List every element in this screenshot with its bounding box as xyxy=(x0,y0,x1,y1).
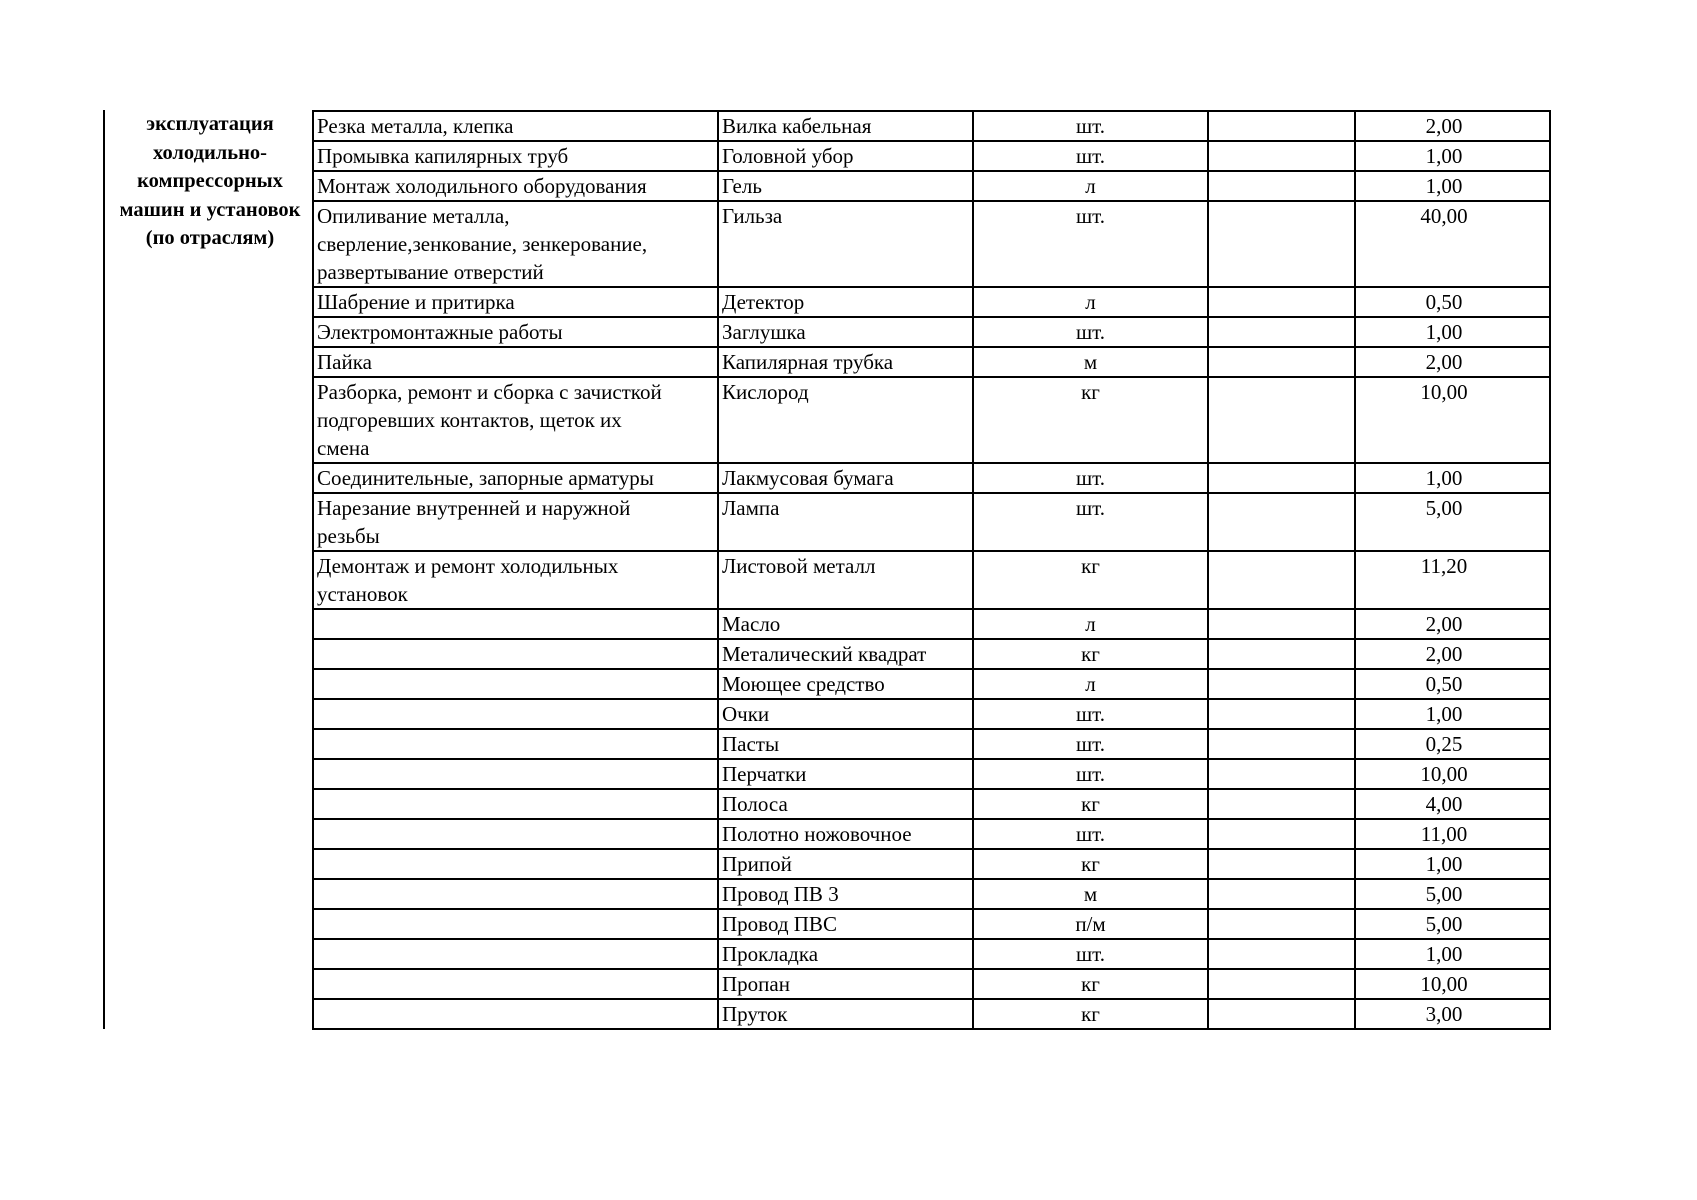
table-row xyxy=(313,879,1550,909)
material-cell: Головной убор xyxy=(718,141,973,171)
quantity-cell: 3,00 xyxy=(1355,999,1550,1029)
unit-cell: л xyxy=(973,609,1208,639)
table-row xyxy=(313,111,1550,141)
quantity-cell: 1,00 xyxy=(1355,939,1550,969)
quantity-cell: 0,50 xyxy=(1355,287,1550,317)
quantity-cell: 0,50 xyxy=(1355,669,1550,699)
table-row xyxy=(313,699,1550,729)
unit-cell: кг xyxy=(973,789,1208,819)
empty-cell xyxy=(1208,639,1355,669)
material-cell: Металический квадрат xyxy=(718,639,973,669)
quantity-cell: 1,00 xyxy=(1355,463,1550,493)
unit-cell: шт. xyxy=(973,111,1208,141)
unit-cell: шт. xyxy=(973,699,1208,729)
quantity-cell: 1,00 xyxy=(1355,849,1550,879)
material-cell: Кислород xyxy=(718,377,973,463)
table-row xyxy=(313,287,1550,317)
quantity-cell: 10,00 xyxy=(1355,969,1550,999)
material-cell: Листовой металл xyxy=(718,551,973,609)
work-type-cell xyxy=(313,999,718,1029)
profession-title-line: машин и установок xyxy=(119,198,301,221)
work-type-cell: Резка металла, клепка xyxy=(313,111,718,141)
empty-cell xyxy=(1208,759,1355,789)
quantity-cell: 1,00 xyxy=(1355,317,1550,347)
unit-cell: кг xyxy=(973,849,1208,879)
table-row xyxy=(313,909,1550,939)
work-type-cell xyxy=(313,939,718,969)
material-cell: Очки xyxy=(718,699,973,729)
table-row xyxy=(313,141,1550,171)
work-type-cell xyxy=(313,729,718,759)
unit-cell: м xyxy=(973,879,1208,909)
empty-cell xyxy=(1208,551,1355,609)
empty-cell xyxy=(1208,317,1355,347)
work-type-cell xyxy=(313,909,718,939)
empty-cell xyxy=(1208,669,1355,699)
table-row xyxy=(313,849,1550,879)
material-cell: Пасты xyxy=(718,729,973,759)
unit-cell: кг xyxy=(973,377,1208,463)
quantity-cell: 1,00 xyxy=(1355,699,1550,729)
quantity-cell: 2,00 xyxy=(1355,639,1550,669)
material-cell: Провод ПВ 3 xyxy=(718,879,973,909)
table-row xyxy=(313,317,1550,347)
table-row xyxy=(313,493,1550,551)
table-row xyxy=(313,969,1550,999)
unit-cell: м xyxy=(973,347,1208,377)
empty-cell xyxy=(1208,171,1355,201)
quantity-cell: 11,20 xyxy=(1355,551,1550,609)
material-cell: Провод ПВС xyxy=(718,909,973,939)
work-type-cell xyxy=(313,969,718,999)
empty-cell xyxy=(1208,201,1355,287)
empty-cell xyxy=(1208,789,1355,819)
material-cell: Пропан xyxy=(718,969,973,999)
unit-cell: шт. xyxy=(973,201,1208,287)
unit-cell: шт. xyxy=(973,819,1208,849)
work-type-cell xyxy=(313,669,718,699)
material-cell: Капилярная трубка xyxy=(718,347,973,377)
work-type-cell xyxy=(313,819,718,849)
unit-cell: шт. xyxy=(973,141,1208,171)
quantity-cell: 1,00 xyxy=(1355,141,1550,171)
unit-cell: шт. xyxy=(973,493,1208,551)
profession-title-line: холодильно- xyxy=(152,141,268,164)
work-type-cell: Опиливание металла, сверление,зенкование, зенкерование, развертывание отверстий xyxy=(313,201,718,287)
material-cell: Полоса xyxy=(718,789,973,819)
empty-cell xyxy=(1208,729,1355,759)
profession-title xyxy=(108,110,312,253)
unit-cell: кг xyxy=(973,639,1208,669)
material-cell: Детектор xyxy=(718,287,973,317)
quantity-cell: 2,00 xyxy=(1355,609,1550,639)
table-row xyxy=(313,347,1550,377)
unit-cell: л xyxy=(973,287,1208,317)
table-row xyxy=(313,729,1550,759)
work-type-cell: Монтаж холодильного оборудования xyxy=(313,171,718,201)
materials-table-body xyxy=(313,111,1550,1029)
work-type-cell xyxy=(313,639,718,669)
quantity-cell: 5,00 xyxy=(1355,493,1550,551)
material-cell: Гель xyxy=(718,171,973,201)
unit-cell: шт. xyxy=(973,463,1208,493)
quantity-cell: 10,00 xyxy=(1355,377,1550,463)
material-cell: Припой xyxy=(718,849,973,879)
work-type-cell: Разборка, ремонт и сборка с зачисткой подгоревших контактов, щеток их смена xyxy=(313,377,718,463)
material-cell: Полотно ножовочное xyxy=(718,819,973,849)
profession-title-line: (по отраслям) xyxy=(145,227,275,249)
table-row xyxy=(313,377,1550,463)
empty-cell xyxy=(1208,819,1355,849)
table-row xyxy=(313,551,1550,609)
quantity-cell: 10,00 xyxy=(1355,759,1550,789)
material-cell: Лампа xyxy=(718,493,973,551)
quantity-cell: 4,00 xyxy=(1355,789,1550,819)
table-row xyxy=(313,939,1550,969)
empty-cell xyxy=(1208,347,1355,377)
material-cell: Моющее средство xyxy=(718,669,973,699)
unit-cell: кг xyxy=(973,999,1208,1029)
work-type-cell: Нарезание внутренней и наружной резьбы xyxy=(313,493,718,551)
unit-cell: шт. xyxy=(973,317,1208,347)
quantity-cell: 0,25 xyxy=(1355,729,1550,759)
work-type-cell: Промывка капилярных труб xyxy=(313,141,718,171)
empty-cell xyxy=(1208,111,1355,141)
work-type-cell xyxy=(313,609,718,639)
unit-cell: кг xyxy=(973,551,1208,609)
empty-cell xyxy=(1208,849,1355,879)
table-row xyxy=(313,609,1550,639)
quantity-cell: 5,00 xyxy=(1355,909,1550,939)
material-cell: Прокладка xyxy=(718,939,973,969)
table-row xyxy=(313,639,1550,669)
work-type-cell xyxy=(313,759,718,789)
quantity-cell: 2,00 xyxy=(1355,347,1550,377)
work-type-cell xyxy=(313,789,718,819)
material-cell: Перчатки xyxy=(718,759,973,789)
empty-cell xyxy=(1208,141,1355,171)
table-row xyxy=(313,463,1550,493)
unit-cell: л xyxy=(973,669,1208,699)
table-row xyxy=(313,669,1550,699)
quantity-cell: 5,00 xyxy=(1355,879,1550,909)
unit-cell: п/м xyxy=(973,909,1208,939)
table-row xyxy=(313,789,1550,819)
empty-cell xyxy=(1208,493,1355,551)
table-row xyxy=(313,759,1550,789)
unit-cell: шт. xyxy=(973,939,1208,969)
table-row xyxy=(313,201,1550,287)
work-type-cell: Демонтаж и ремонт холодильных установок xyxy=(313,551,718,609)
empty-cell xyxy=(1208,909,1355,939)
profession-title-line: компрессорных xyxy=(137,170,283,192)
work-type-cell: Шабрение и притирка xyxy=(313,287,718,317)
empty-cell xyxy=(1208,969,1355,999)
material-cell: Масло xyxy=(718,609,973,639)
table-row xyxy=(313,999,1550,1029)
materials-table xyxy=(312,110,1551,1030)
work-type-cell xyxy=(313,879,718,909)
quantity-cell: 2,00 xyxy=(1355,111,1550,141)
material-cell: Заглушка xyxy=(718,317,973,347)
empty-cell xyxy=(1208,699,1355,729)
material-cell: Лакмусовая бумага xyxy=(718,463,973,493)
unit-cell: шт. xyxy=(973,759,1208,789)
work-type-cell xyxy=(313,849,718,879)
empty-cell xyxy=(1208,377,1355,463)
unit-cell: л xyxy=(973,171,1208,201)
empty-cell xyxy=(1208,609,1355,639)
material-cell: Вилка кабельная xyxy=(718,111,973,141)
material-cell: Пруток xyxy=(718,999,973,1029)
material-cell: Гильза xyxy=(718,201,973,287)
empty-cell xyxy=(1208,999,1355,1029)
table-row xyxy=(313,171,1550,201)
quantity-cell: 40,00 xyxy=(1355,201,1550,287)
work-type-cell xyxy=(313,699,718,729)
profession-title-line: эксплуатация xyxy=(146,113,274,135)
unit-cell: кг xyxy=(973,969,1208,999)
left-border-line xyxy=(103,110,105,1029)
work-type-cell: Пайка xyxy=(313,347,718,377)
quantity-cell: 11,00 xyxy=(1355,819,1550,849)
empty-cell xyxy=(1208,939,1355,969)
work-type-cell: Соединительные, запорные арматуры xyxy=(313,463,718,493)
empty-cell xyxy=(1208,287,1355,317)
table-row xyxy=(313,819,1550,849)
work-type-cell: Электромонтажные работы xyxy=(313,317,718,347)
empty-cell xyxy=(1208,879,1355,909)
empty-cell xyxy=(1208,463,1355,493)
quantity-cell: 1,00 xyxy=(1355,171,1550,201)
unit-cell: шт. xyxy=(973,729,1208,759)
